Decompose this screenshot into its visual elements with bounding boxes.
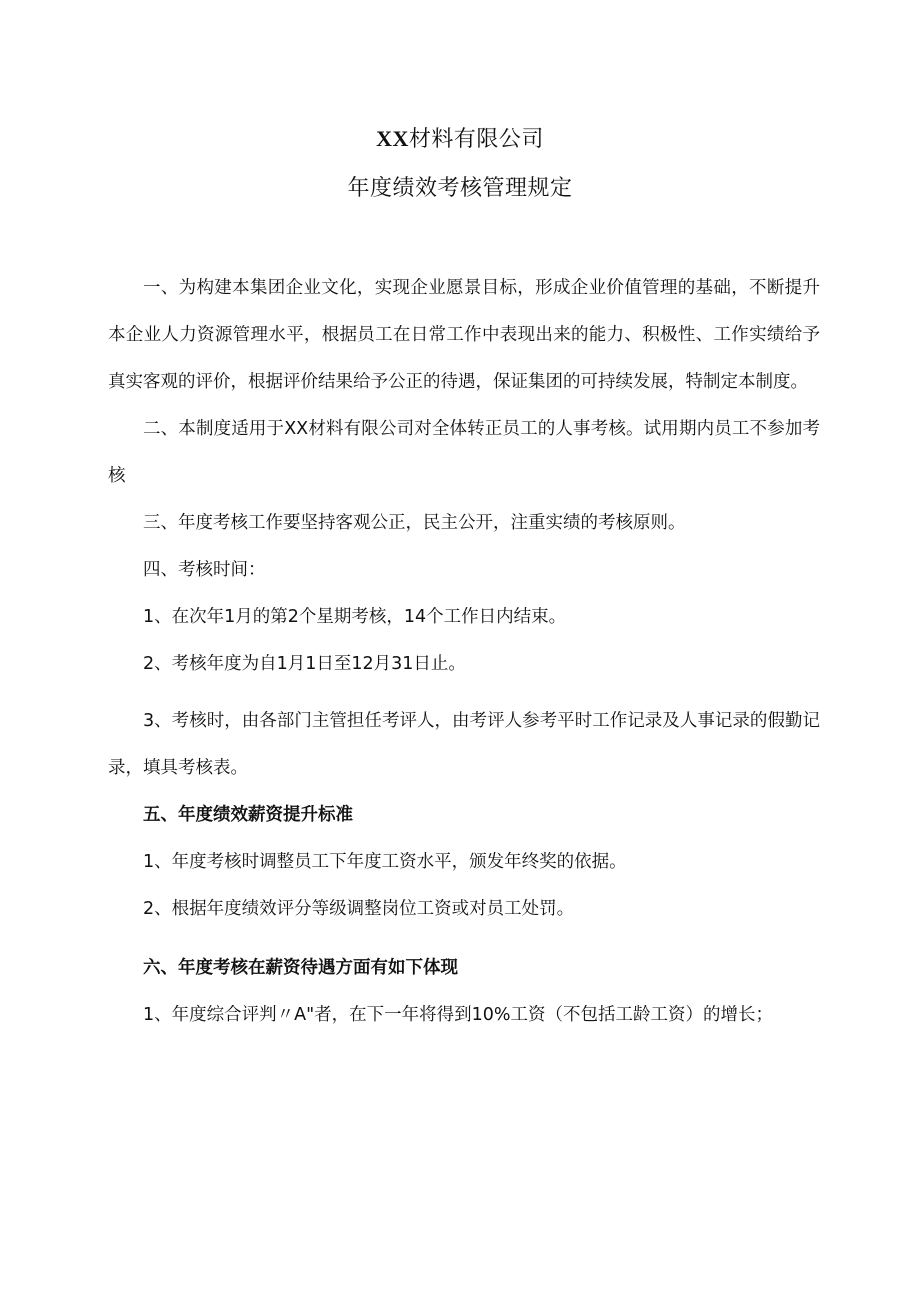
spacer bbox=[108, 688, 820, 698]
paragraph-time-item-3: 3、考核时，由各部门主管担任考评人，由考评人参考平时工作记录及人事记录的假勤记录，填具考核表。 bbox=[108, 711, 820, 778]
paragraph-principle: 三、年度考核工作要坚持客观公正，民主公开，注重实绩的考核原则。 bbox=[143, 513, 686, 533]
paragraph-time-item-2: 2、考核年度为自1月1日至12月31日止。 bbox=[143, 654, 466, 674]
paragraph-salary-item-2: 2、根据年度绩效评分等级调整岗位工资或对员工处罚。 bbox=[143, 899, 575, 919]
paragraph-salary-item-1: 1、年度考核时调整员工下年度工资水平，颁发年终奖的依据。 bbox=[143, 852, 627, 872]
title-rest: 材料有限公司 bbox=[408, 127, 544, 152]
document-title bbox=[0, 124, 920, 155]
paragraph-scope: 二、本制度适用于XX材料有限公司对全体转正员工的人事考核。试用期内员工不参加考核 bbox=[108, 419, 820, 486]
document-body bbox=[108, 265, 820, 1039]
title-prefix: XX bbox=[376, 126, 409, 151]
section-heading-benefits: 六、年度考核在薪资待遇方面有如下体现 bbox=[143, 958, 458, 978]
paragraph-time-item-1: 1、在次年1月的第2个星期考核，14个工作日内结束。 bbox=[143, 607, 567, 627]
paragraph-time-heading: 四、考核时间： bbox=[143, 560, 266, 580]
section-heading-salary-standard: 五、年度绩效薪资提升标准 bbox=[143, 805, 353, 825]
paragraph-purpose: 一、为构建本集团企业文化，实现企业愿景目标，形成企业价值管理的基础，不断提升本企业人力资源管理水平，根据员工在日常工作中表现出来的能力、积极性、工作实绩给予真实客观的评价，根据评价结果给予公正的待遇，保证集团的可持续发展，特制定本制度。 bbox=[108, 278, 820, 392]
spacer bbox=[108, 933, 820, 945]
document-subtitle: 年度绩效考核管理规定 bbox=[347, 176, 573, 201]
paragraph-benefit-item-1: 1、年度综合评判〃A"者，在下一年将得到10%工资（不包括工龄工资）的增长； bbox=[143, 1005, 774, 1025]
